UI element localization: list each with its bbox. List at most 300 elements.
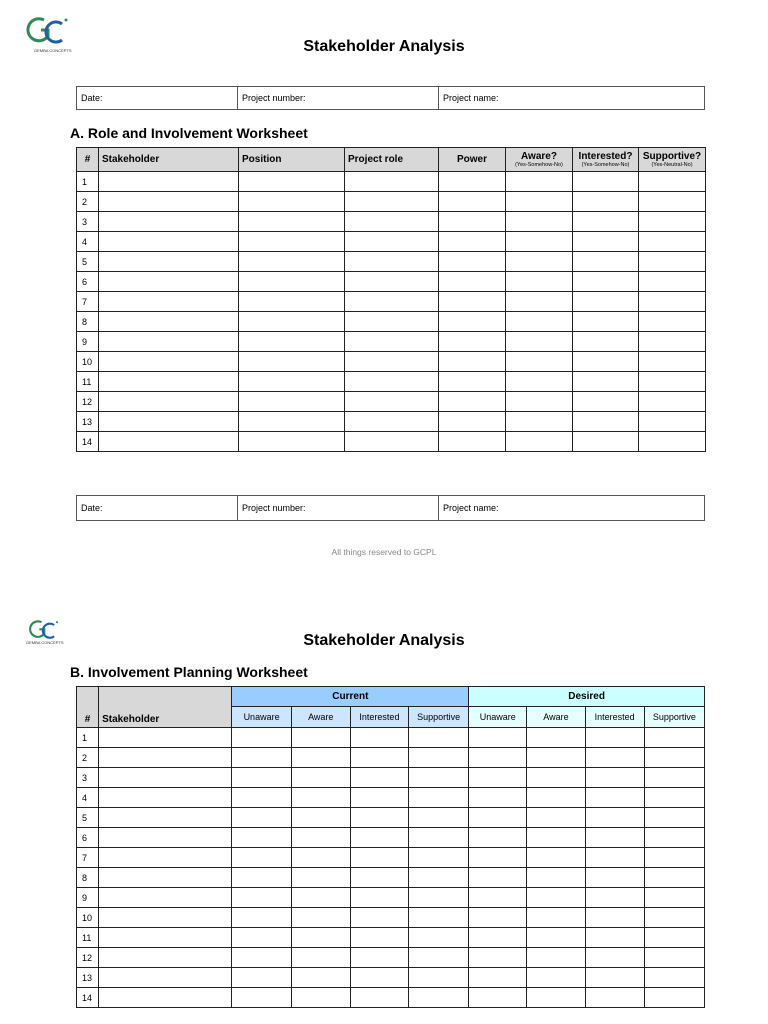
- table-cell[interactable]: [99, 788, 232, 808]
- table-cell[interactable]: [350, 948, 408, 968]
- table-cell[interactable]: [585, 788, 644, 808]
- table-cell[interactable]: [99, 312, 239, 332]
- table-cell[interactable]: [644, 888, 704, 908]
- table-row: [77, 332, 706, 352]
- table-cell[interactable]: [639, 272, 706, 292]
- table-cell[interactable]: [469, 728, 527, 748]
- table-cell[interactable]: [345, 212, 439, 232]
- table-cell[interactable]: [506, 272, 573, 292]
- project-name-field[interactable]: Project name:: [439, 496, 705, 521]
- table-cell[interactable]: [644, 908, 704, 928]
- table-cell[interactable]: [644, 788, 704, 808]
- row-number: 7: [77, 292, 99, 312]
- table-cell[interactable]: [232, 948, 291, 968]
- table-cell[interactable]: [573, 332, 639, 352]
- table-cell[interactable]: [573, 252, 639, 272]
- table-cell[interactable]: [409, 728, 469, 748]
- table-cell[interactable]: [345, 172, 439, 192]
- table-row: [77, 212, 706, 232]
- table-cell[interactable]: [585, 808, 644, 828]
- aware-label: Aware?: [521, 151, 557, 162]
- project-name-field[interactable]: Project name:: [439, 87, 705, 110]
- table-cell[interactable]: [345, 432, 439, 452]
- table-cell[interactable]: [345, 392, 439, 412]
- table-cell[interactable]: [585, 968, 644, 988]
- table-row: [77, 172, 706, 192]
- project-info-table-bottom: [76, 495, 705, 521]
- date-field[interactable]: Date:: [77, 496, 238, 521]
- table-cell[interactable]: [573, 292, 639, 312]
- table-cell[interactable]: [350, 748, 408, 768]
- table-cell[interactable]: [585, 908, 644, 928]
- table-cell[interactable]: [239, 352, 345, 372]
- table-cell[interactable]: [232, 808, 291, 828]
- table-cell[interactable]: [239, 432, 345, 452]
- table-cell[interactable]: [345, 272, 439, 292]
- table-cell[interactable]: [99, 888, 232, 908]
- table-cell[interactable]: [291, 948, 350, 968]
- col-header-project-role: Project role: [345, 148, 439, 172]
- table-cell[interactable]: [573, 412, 639, 432]
- table-cell[interactable]: [409, 848, 469, 868]
- table-cell[interactable]: [469, 848, 527, 868]
- table-cell[interactable]: [99, 332, 239, 352]
- table-cell[interactable]: [409, 828, 469, 848]
- table-cell[interactable]: [506, 332, 573, 352]
- table-cell[interactable]: [99, 768, 232, 788]
- table-cell[interactable]: [99, 392, 239, 412]
- row-number: 13: [77, 968, 99, 988]
- table-cell[interactable]: [409, 928, 469, 948]
- row-number: 12: [77, 948, 99, 968]
- table-cell[interactable]: [232, 728, 291, 748]
- table-row: [77, 412, 706, 432]
- row-number: 10: [77, 352, 99, 372]
- table-cell[interactable]: [639, 292, 706, 312]
- table-row: [77, 728, 705, 748]
- table-cell[interactable]: [239, 292, 345, 312]
- table-cell[interactable]: [506, 352, 573, 372]
- table-cell[interactable]: [409, 808, 469, 828]
- table-cell[interactable]: [439, 232, 506, 252]
- table-cell[interactable]: [573, 432, 639, 452]
- col-header-stakeholder: [99, 687, 232, 728]
- table-cell[interactable]: [573, 312, 639, 332]
- table-cell[interactable]: [644, 748, 704, 768]
- table-cell[interactable]: [291, 728, 350, 748]
- table-cell[interactable]: [469, 748, 527, 768]
- table-cell[interactable]: [99, 292, 239, 312]
- table-cell[interactable]: [527, 968, 585, 988]
- table-cell[interactable]: [469, 968, 527, 988]
- section-b-title: B. Involvement Planning Worksheet: [70, 664, 308, 680]
- table-cell[interactable]: [99, 808, 232, 828]
- table-cell[interactable]: [506, 372, 573, 392]
- table-cell[interactable]: [527, 888, 585, 908]
- table-cell[interactable]: [639, 372, 706, 392]
- table-cell[interactable]: [99, 412, 239, 432]
- table-cell[interactable]: [232, 848, 291, 868]
- table-cell[interactable]: [639, 412, 706, 432]
- table-cell[interactable]: [506, 432, 573, 452]
- table-cell[interactable]: [350, 968, 408, 988]
- table-cell[interactable]: [585, 868, 644, 888]
- table-cell[interactable]: [585, 728, 644, 748]
- table-row: [77, 788, 705, 808]
- table-row: [77, 968, 705, 988]
- table-cell[interactable]: [232, 868, 291, 888]
- table-cell[interactable]: [644, 848, 704, 868]
- table-cell[interactable]: [350, 908, 408, 928]
- table-cell[interactable]: [469, 928, 527, 948]
- table-cell[interactable]: [291, 888, 350, 908]
- table-cell[interactable]: [585, 928, 644, 948]
- row-number: 14: [77, 432, 99, 452]
- table-cell[interactable]: [644, 948, 704, 968]
- table-cell[interactable]: [439, 352, 506, 372]
- table-cell[interactable]: [644, 968, 704, 988]
- table-cell[interactable]: [439, 272, 506, 292]
- table-cell[interactable]: [350, 768, 408, 788]
- project-info-table-top: [76, 86, 705, 110]
- table-cell[interactable]: [527, 928, 585, 948]
- table-cell[interactable]: [350, 848, 408, 868]
- table-cell[interactable]: [350, 928, 408, 948]
- table-cell[interactable]: [99, 432, 239, 452]
- table-cell[interactable]: [350, 868, 408, 888]
- row-number: 14: [77, 988, 99, 1008]
- table-cell[interactable]: [350, 828, 408, 848]
- table-row: [77, 808, 705, 828]
- table-cell[interactable]: [291, 748, 350, 768]
- table-cell[interactable]: [644, 808, 704, 828]
- table-cell[interactable]: [573, 352, 639, 372]
- table-cell[interactable]: [469, 908, 527, 928]
- table-cell[interactable]: [239, 372, 345, 392]
- table-cell[interactable]: [639, 352, 706, 372]
- row-number: 6: [77, 272, 99, 292]
- table-cell[interactable]: [99, 272, 239, 292]
- table-row: [77, 988, 705, 1008]
- table-cell[interactable]: [639, 232, 706, 252]
- table-cell[interactable]: [345, 192, 439, 212]
- table-cell[interactable]: [345, 412, 439, 432]
- aware-sublabel: (Yes-Somehow-No): [515, 162, 563, 168]
- table-cell[interactable]: [99, 968, 232, 988]
- row-number: 2: [77, 748, 99, 768]
- table-cell[interactable]: [439, 432, 506, 452]
- table-cell[interactable]: [232, 888, 291, 908]
- table-cell[interactable]: [291, 848, 350, 868]
- table-cell[interactable]: [291, 868, 350, 888]
- table-cell[interactable]: [345, 332, 439, 352]
- table-cell[interactable]: [439, 212, 506, 232]
- table-cell[interactable]: [291, 788, 350, 808]
- table-cell[interactable]: [506, 312, 573, 332]
- table-cell[interactable]: [639, 332, 706, 352]
- table-row: [77, 312, 706, 332]
- table-cell[interactable]: [527, 788, 585, 808]
- logo-subtext: GEMBA CONCEPTS: [26, 640, 64, 645]
- table-cell[interactable]: [439, 372, 506, 392]
- table-cell[interactable]: [573, 172, 639, 192]
- table-cell[interactable]: [639, 252, 706, 272]
- table-row: [77, 272, 706, 292]
- col-header-num: #: [77, 148, 99, 172]
- table-cell[interactable]: [291, 928, 350, 948]
- table-cell[interactable]: [345, 252, 439, 272]
- table-cell[interactable]: [439, 332, 506, 352]
- table-row: [77, 748, 705, 768]
- table-cell[interactable]: [232, 768, 291, 788]
- table-cell[interactable]: [291, 968, 350, 988]
- table-cell[interactable]: [409, 988, 469, 1008]
- table-cell[interactable]: [350, 728, 408, 748]
- table-cell[interactable]: [409, 908, 469, 928]
- table-cell[interactable]: [506, 212, 573, 232]
- col-header-interested: [573, 148, 639, 172]
- table-cell[interactable]: [506, 412, 573, 432]
- table-cell[interactable]: [639, 392, 706, 412]
- table-cell[interactable]: [439, 412, 506, 432]
- row-number: 4: [77, 788, 99, 808]
- row-number: 5: [77, 808, 99, 828]
- interested-sublabel: (Yes-Somehow-No): [581, 162, 630, 168]
- table-cell[interactable]: [239, 412, 345, 432]
- table-row: [77, 432, 706, 452]
- table-cell[interactable]: [639, 212, 706, 232]
- table-cell[interactable]: [527, 808, 585, 828]
- table-cell[interactable]: [291, 828, 350, 848]
- table-row: [77, 292, 706, 312]
- table-row: [77, 888, 705, 908]
- col-header-power: Power: [439, 148, 506, 172]
- table-cell[interactable]: [585, 848, 644, 868]
- table-cell[interactable]: [639, 172, 706, 192]
- table-cell[interactable]: [239, 232, 345, 252]
- stakeholder-label: Stakeholder: [102, 714, 160, 725]
- table-cell[interactable]: [232, 748, 291, 768]
- page-title: Stakeholder Analysis: [303, 632, 465, 649]
- table-cell[interactable]: [291, 908, 350, 928]
- table-cell[interactable]: [291, 988, 350, 1008]
- table-cell[interactable]: [506, 192, 573, 212]
- table-cell[interactable]: [644, 828, 704, 848]
- table-cell[interactable]: [527, 908, 585, 928]
- table-cell[interactable]: [232, 788, 291, 808]
- role-involvement-table: [76, 147, 706, 452]
- table-cell[interactable]: [345, 312, 439, 332]
- section-a-title: A. Role and Involvement Worksheet: [70, 125, 308, 141]
- table-row: [77, 232, 706, 252]
- table-cell[interactable]: [573, 212, 639, 232]
- table-cell[interactable]: [291, 808, 350, 828]
- table-cell[interactable]: [527, 728, 585, 748]
- project-number-field[interactable]: Project number:: [238, 496, 439, 521]
- interested-label: Interested?: [578, 151, 633, 162]
- table-cell[interactable]: [99, 372, 239, 392]
- table-cell[interactable]: [506, 392, 573, 412]
- table-cell[interactable]: [469, 828, 527, 848]
- date-field[interactable]: Date:: [77, 87, 238, 110]
- table-cell[interactable]: [239, 192, 345, 212]
- table-cell[interactable]: [232, 908, 291, 928]
- current-unaware-header: Unaware: [232, 707, 291, 728]
- row-number: 3: [77, 212, 99, 232]
- table-cell[interactable]: [573, 272, 639, 292]
- desired-unaware-header: Unaware: [469, 707, 527, 728]
- table-cell[interactable]: [527, 828, 585, 848]
- table-cell[interactable]: [644, 868, 704, 888]
- table-cell[interactable]: [232, 968, 291, 988]
- table-cell[interactable]: [439, 252, 506, 272]
- table-cell[interactable]: [469, 988, 527, 1008]
- table-cell[interactable]: [585, 888, 644, 908]
- table-cell[interactable]: [232, 928, 291, 948]
- table-cell[interactable]: [439, 312, 506, 332]
- table-cell[interactable]: [239, 332, 345, 352]
- table-cell[interactable]: [573, 392, 639, 412]
- table-cell[interactable]: [506, 252, 573, 272]
- table-cell[interactable]: [99, 828, 232, 848]
- table-cell[interactable]: [239, 392, 345, 412]
- table-cell[interactable]: [232, 988, 291, 1008]
- col-header-stakeholder: Stakeholder: [99, 148, 239, 172]
- table-cell[interactable]: [573, 372, 639, 392]
- num-label: #: [84, 714, 91, 725]
- row-number: 4: [77, 232, 99, 252]
- table-cell[interactable]: [99, 352, 239, 372]
- table-cell[interactable]: [439, 292, 506, 312]
- table-row: [77, 372, 706, 392]
- table-cell[interactable]: [573, 192, 639, 212]
- table-cell[interactable]: [409, 868, 469, 888]
- row-number: 9: [77, 332, 99, 352]
- table-cell[interactable]: [409, 948, 469, 968]
- current-supportive-header: Supportive: [409, 707, 469, 728]
- table-cell[interactable]: [585, 988, 644, 1008]
- table-cell[interactable]: [585, 748, 644, 768]
- table-cell[interactable]: [99, 232, 239, 252]
- table-cell[interactable]: [409, 788, 469, 808]
- table-cell[interactable]: [506, 232, 573, 252]
- table-cell[interactable]: [99, 848, 232, 868]
- col-header-supportive: [639, 148, 706, 172]
- table-cell[interactable]: [527, 868, 585, 888]
- row-number: 11: [77, 928, 99, 948]
- table-cell[interactable]: [469, 768, 527, 788]
- table-cell[interactable]: [345, 292, 439, 312]
- row-number: 5: [77, 252, 99, 272]
- table-cell[interactable]: [527, 988, 585, 1008]
- table-cell[interactable]: [99, 988, 232, 1008]
- table-cell[interactable]: [239, 312, 345, 332]
- col-header-aware: [506, 148, 573, 172]
- table-cell[interactable]: [409, 888, 469, 908]
- table-cell[interactable]: [506, 292, 573, 312]
- project-number-field[interactable]: Project number:: [238, 87, 439, 110]
- table-cell[interactable]: [99, 748, 232, 768]
- table-cell[interactable]: [99, 728, 232, 748]
- table-cell[interactable]: [506, 172, 573, 192]
- page-title: Stakeholder Analysis: [303, 38, 465, 55]
- table-cell[interactable]: [527, 948, 585, 968]
- table-cell[interactable]: [469, 948, 527, 968]
- table-cell[interactable]: [239, 252, 345, 272]
- table-cell[interactable]: [409, 748, 469, 768]
- table-cell[interactable]: [639, 432, 706, 452]
- table-cell[interactable]: [239, 212, 345, 232]
- table-cell[interactable]: [644, 928, 704, 948]
- table-cell[interactable]: [527, 848, 585, 868]
- table-cell[interactable]: [350, 808, 408, 828]
- table-cell[interactable]: [639, 312, 706, 332]
- table-cell[interactable]: [99, 252, 239, 272]
- table-cell[interactable]: [644, 988, 704, 1008]
- table-cell[interactable]: [232, 828, 291, 848]
- table-cell[interactable]: [345, 352, 439, 372]
- table-cell[interactable]: [99, 948, 232, 968]
- table-cell[interactable]: [99, 908, 232, 928]
- row-number: 10: [77, 908, 99, 928]
- group-header-current: Current: [232, 687, 469, 707]
- desired-interested-header: Interested: [585, 707, 644, 728]
- table-cell[interactable]: [527, 768, 585, 788]
- row-number: 6: [77, 828, 99, 848]
- table-cell[interactable]: [99, 928, 232, 948]
- table-cell[interactable]: [409, 768, 469, 788]
- row-number: 9: [77, 888, 99, 908]
- table-cell[interactable]: [585, 828, 644, 848]
- table-cell[interactable]: [644, 768, 704, 788]
- table-cell[interactable]: [350, 888, 408, 908]
- table-cell[interactable]: [469, 868, 527, 888]
- table-cell[interactable]: [350, 788, 408, 808]
- table-cell[interactable]: [345, 372, 439, 392]
- table-cell[interactable]: [99, 172, 239, 192]
- table-cell[interactable]: [99, 868, 232, 888]
- table-cell[interactable]: [439, 192, 506, 212]
- table-cell[interactable]: [469, 888, 527, 908]
- table-cell[interactable]: [99, 212, 239, 232]
- table-cell[interactable]: [585, 768, 644, 788]
- table-cell[interactable]: [469, 808, 527, 828]
- table-cell[interactable]: [644, 728, 704, 748]
- table-cell[interactable]: [239, 172, 345, 192]
- table-cell[interactable]: [439, 172, 506, 192]
- table-cell[interactable]: [527, 748, 585, 768]
- row-number: 3: [77, 768, 99, 788]
- row-number: 2: [77, 192, 99, 212]
- desired-aware-header: Aware: [527, 707, 585, 728]
- table-cell[interactable]: [239, 272, 345, 292]
- table-row: [77, 848, 705, 868]
- row-number: 13: [77, 412, 99, 432]
- table-cell[interactable]: [639, 192, 706, 212]
- table-cell[interactable]: [573, 232, 639, 252]
- table-cell[interactable]: [345, 232, 439, 252]
- table-row: [77, 828, 705, 848]
- table-cell[interactable]: [99, 192, 239, 212]
- table-cell[interactable]: [585, 948, 644, 968]
- table-cell[interactable]: [439, 392, 506, 412]
- table-cell[interactable]: [409, 968, 469, 988]
- row-number: 12: [77, 392, 99, 412]
- table-cell[interactable]: [291, 768, 350, 788]
- table-row: [77, 868, 705, 888]
- table-cell[interactable]: [350, 988, 408, 1008]
- table-cell[interactable]: [469, 788, 527, 808]
